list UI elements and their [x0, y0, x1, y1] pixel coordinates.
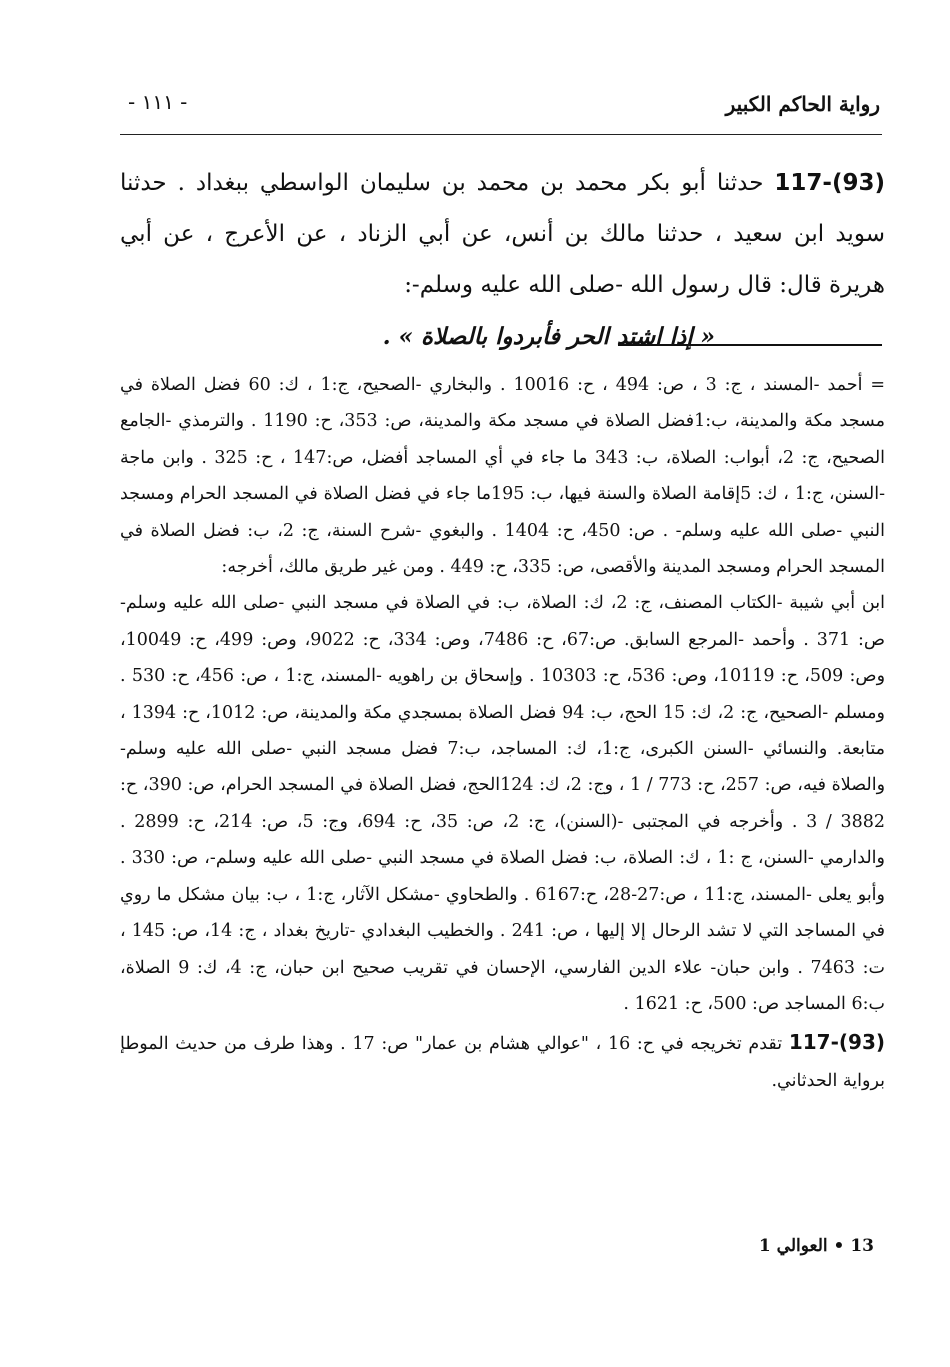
- page-header: [120, 88, 880, 128]
- header-rule: [120, 134, 882, 135]
- page-number: - ١١١ -: [128, 90, 188, 114]
- hadith-body: [120, 158, 885, 362]
- running-title: رواية الحاكم الكبير: [725, 92, 880, 116]
- hadith-text: حدثنا أبو بكر محمد بن محمد بن سليمان الواسطي ببغداد . حدثنا سويد ابن سعيد ، حدثنا مالك بن أنس، عن أبي الزناد ، عن الأعرج ، عن أبي هريرة قال: قال رسول الله -صلى الله عليه وسلم-:: [120, 170, 885, 298]
- hadith-quote: « إذا اشتد الحر فأبردوا بالصلاة » .: [382, 323, 715, 350]
- signature-mark: 13 • العوالي 1: [758, 1236, 874, 1256]
- footnote-2-text: تقدم تخريجه في ح: 16 ، "عوالي هشام بن عمار" ص: 17 . وهذا طرف من حديث الموطإ برواية الحدثاني.: [120, 1034, 885, 1091]
- footnote-separator: [618, 344, 882, 346]
- footnotes: [120, 367, 885, 1099]
- hadith-number: 117-(93): [774, 170, 886, 196]
- footnote-2: [120, 1024, 885, 1099]
- footnote-2-number: 117-(93): [788, 1030, 886, 1055]
- footnote-1-part-2: ابن أبي شيبة -الكتاب المصنف، ج: 2، ك: الصلاة، ب: في الصلاة في مسجد النبي -صلى الله عليه وسلم- ص: 371 . وأحمد -المرجع السابق. ص:67، ح: 7486، وص: 334، ح: 9022، وص: 499، ح: 10049، وص: 509، ح: 10119، وص: 536، ح: 10303 . وإسحاق بن راهويه -المسند، ج:1 ، ص: 456، ح: 530 . ومسلم -الصحيح، ج: 2، ك: 15 الحج، ب: 94 فضل الصلاة بمسجدي مكة والمدينة، ص: 1012، ح: 1394 ، متابعة. والنسائي -السنن الكبرى، ج:1، ك: المساجد، ب:7 فضل مسجد النبي -صلى الله عليه وسلم- والصلاة فيه، ص: 257، ح: 773 / 1 ، وج: 2، ك: 124الحج، فضل الصلاة في المسجد الحرام، ص: 390، ح: 3882 / 3 . وأخرجه في المجتبى -(السنن)، ج: 2، ص: 35، ح: 694، وج: 5، ص: 214، ح: 2899 . والدارمي -السنن، ج :1 ، ك: الصلاة، ب: فضل الصلاة في مسجد النبي -صلى الله عليه وسلم-، ص: 330 . وأبو يعلى -المسند، ج:11 ، ص:27-28، ح:6167 . والطحاوي -مشكل الآثار، ج:1 ، ب: بيان مشكل ما روي في المساجد التي لا تشد الرحال إلا إليها ، ص: 241 . والخطيب البغدادي -تاريخ بغداد ، ج: 14، ص: 145 ، ت: 7463 . وابن حبان- علاء الدين الفارسي، الإحسان في تقريب صحيح ابن حبان، ج: 4، ك: 9 الصلاة، ب:6 المساجد ص: 500، ح: 1621 .: [120, 593, 886, 1014]
- hadith-paragraph: [120, 158, 885, 311]
- footnote-1-part-1: = أحمد -المسند ، ج: 3 ، ص: 494 ، ح: 10016 . والبخاري -الصحيح، ج:1 ، ك: 60 فضل الصلاة في مسجد مكة والمدينة، ب:1فضل الصلاة في مسجد مكة والمدينة، ص: 353، ح: 1190 . والترمذي -الجامع الصحيح، ج: 2، أبواب: الصلاة، ب: 343 ما جاء في أي المساجد أفضل، ص:147 ، ح: 325 . وابن ماجة -السنن، ج:1 ، ك: 5إقامة الصلاة والسنة فيها، ب: 195ما جاء في فضل الصلاة في المسجد الحرام ومسجد النبي -صلى الله عليه وسلم- . ص: 450، ح: 1404 . والبغوي -شرح السنة، ج: 2، ب: فضل الصلاة في المسجد الحرام ومسجد المدينة والأقصى، ص: 335، ح: 449 . ومن غير طريق مالك، أخرجه:: [120, 375, 886, 578]
